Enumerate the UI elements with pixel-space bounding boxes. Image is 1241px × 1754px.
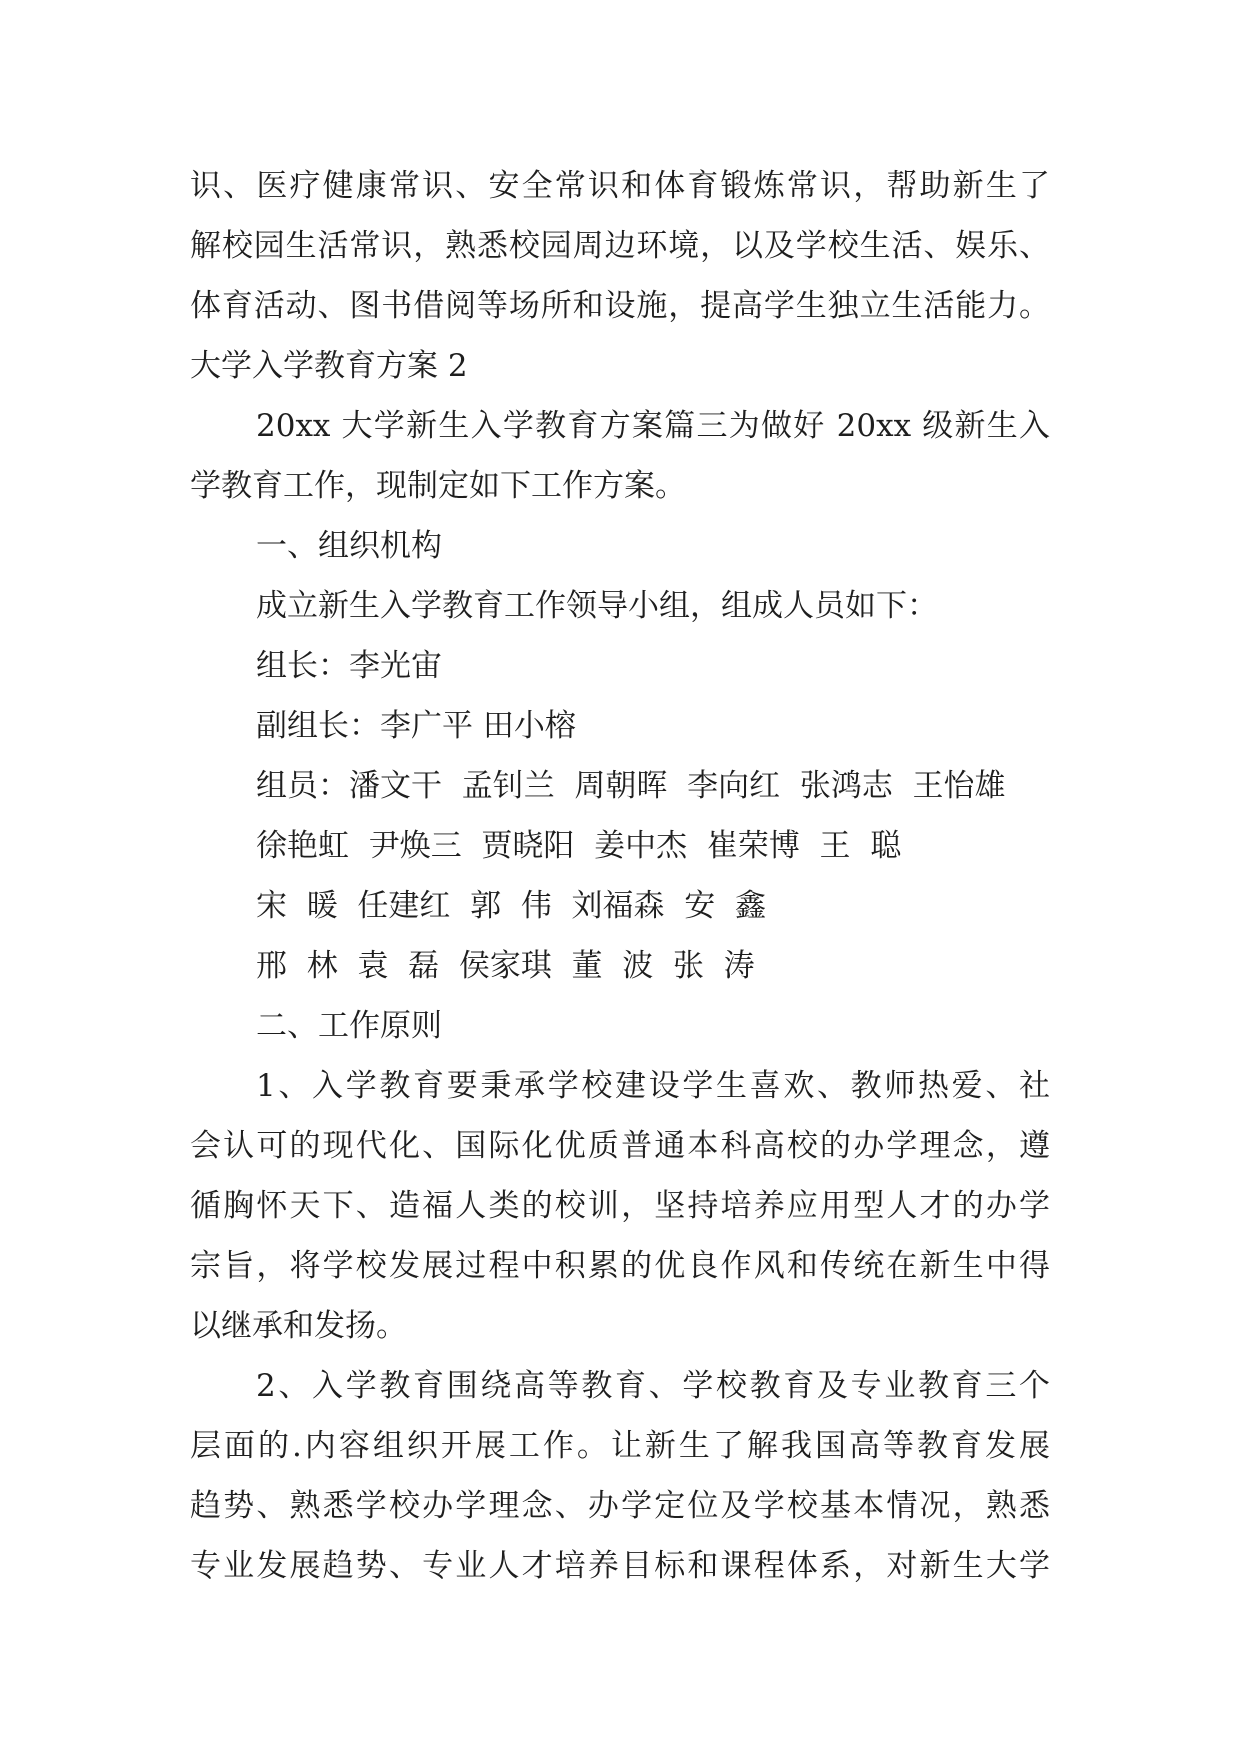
heading-principles: 二、工作原则	[256, 1008, 442, 1044]
members-line-3: 宋 暖 任建红 郭 伟 刘福森 安 鑫	[256, 888, 766, 924]
principle-1-line-5: 以继承和发扬。	[190, 1308, 407, 1344]
principle-2-line-2: 层面的.内容组织开展工作。让新生了解我国高等教育发展	[190, 1428, 1050, 1464]
body-line-5: 20xx 大学新生入学教育方案篇三为做好 20xx 级新生入	[256, 408, 1050, 444]
section-heading-plan-2: 大学入学教育方案 2	[190, 348, 468, 384]
document-body	[190, 156, 1050, 1596]
body-line-1: 识、医疗健康常识、安全常识和体育锻炼常识，帮助新生了	[190, 168, 1050, 204]
body-line-8: 成立新生入学教育工作领导小组，组成人员如下：	[256, 588, 938, 624]
members-line-4: 邢 林 袁 磊 侯家琪 董 波 张 涛	[256, 948, 755, 984]
principle-1-line-1: 1、入学教育要秉承学校建设学生喜欢、教师热爱、社	[256, 1068, 1050, 1104]
body-line-3: 体育活动、图书借阅等场所和设施，提高学生独立生活能力。	[190, 288, 1050, 324]
group-leader: 组长：李光宙	[256, 648, 442, 684]
members-line-2: 徐艳虹 尹焕三 贾晓阳 姜中杰 崔荣博 王 聪	[256, 828, 902, 864]
body-line-2: 解校园生活常识，熟悉校园周边环境，以及学校生活、娱乐、	[190, 228, 1050, 264]
body-line-6: 学教育工作，现制定如下工作方案。	[190, 468, 686, 504]
principle-2-line-3: 趋势、熟悉学校办学理念、办学定位及学校基本情况，熟悉	[190, 1488, 1050, 1524]
members-line-1: 组员：潘文干 孟钊兰 周朝晖 李向红 张鸿志 王怡雄	[256, 768, 1006, 804]
principle-1-line-4: 宗旨，将学校发展过程中积累的优良作风和传统在新生中得	[190, 1248, 1050, 1284]
principle-1-line-3: 循胸怀天下、造福人类的校训，坚持培养应用型人才的办学	[190, 1188, 1050, 1224]
principle-2-line-1: 2、入学教育围绕高等教育、学校教育及专业教育三个	[256, 1368, 1050, 1404]
principle-2-line-4: 专业发展趋势、专业人才培养目标和课程体系，对新生大学	[190, 1548, 1050, 1584]
principle-1-line-2: 会认可的现代化、国际化优质普通本科高校的办学理念，遵	[190, 1128, 1050, 1164]
heading-organization: 一、组织机构	[256, 528, 442, 564]
deputy-leaders: 副组长：李广平 田小榕	[256, 708, 576, 744]
